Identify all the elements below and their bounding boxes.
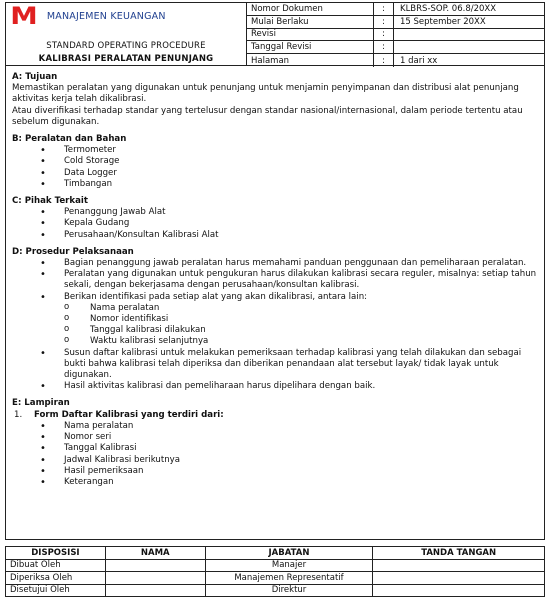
meta-row-mulai-berlaku bbox=[247, 16, 544, 29]
list-item: • Berikan identifikasi pada setiap alat yang akan dikalibrasi, antara lain: bbox=[40, 292, 538, 303]
signature-cell bbox=[373, 559, 545, 572]
meta-colon: : bbox=[374, 41, 394, 53]
meta-row-revisi bbox=[247, 29, 544, 42]
table-row bbox=[6, 559, 545, 572]
equipment-list bbox=[12, 145, 538, 190]
meta-colon: : bbox=[374, 3, 394, 15]
document-body bbox=[5, 66, 545, 540]
section-e-heading bbox=[12, 398, 538, 409]
disposition-table bbox=[5, 546, 545, 597]
column-header: JABATAN bbox=[205, 547, 373, 560]
attachment-title: Form Daftar Kalibrasi yang terdiri dari: bbox=[34, 409, 224, 420]
meta-label: Nomor Dokumen bbox=[247, 3, 374, 15]
position-cell: Manajer bbox=[205, 559, 373, 572]
table-header-row bbox=[6, 547, 545, 560]
document-header bbox=[5, 2, 545, 66]
list-item: • Peralatan yang digunakan untuk pengukuran harus dilakukan kalibrasi secara reguler, misalnya: setiap tahun sekali, dengan bekerjasama dengan perusahaan/konsultan kalibrasi. bbox=[40, 269, 538, 291]
name-cell bbox=[105, 584, 205, 597]
signature-cell bbox=[373, 572, 545, 585]
list-item: • Perusahaan/Konsultan Kalibrasi Alat bbox=[40, 230, 538, 241]
meta-row-nomor-dokumen bbox=[247, 3, 544, 16]
list-item: • Nomor seri bbox=[40, 432, 538, 443]
list-item: • Bagian penanggung jawab peralatan harus memahami panduan penggunaan dan pemeliharaan peralatan. bbox=[40, 258, 538, 269]
item-number: 1. bbox=[14, 409, 23, 420]
meta-label: Mulai Berlaku bbox=[247, 16, 374, 28]
column-header: NAMA bbox=[105, 547, 205, 560]
list-item: • Susun daftar kalibrasi untuk melakukan pemeriksaan terhadap kalibrasi yang telah dilakukan dan sebagai bukti bahwa kalibrasi telah diperiksa dan diberikan penandaan alat tersebut layak/ tidak layak untuk digunakan. bbox=[40, 348, 538, 382]
attachment-list bbox=[12, 421, 538, 488]
meta-value: KLBRS-SOP. 06.8/20XX bbox=[400, 3, 497, 14]
column-header: DISPOSISI bbox=[6, 547, 106, 560]
list-item: • Nama peralatan bbox=[40, 421, 538, 432]
section-c-heading bbox=[12, 196, 538, 207]
sop-title: STANDARD OPERATING PROCEDURE bbox=[46, 41, 206, 51]
list-item: • Keterangan bbox=[40, 477, 538, 488]
list-item: • Jadwal Kalibrasi berikutnya bbox=[40, 455, 538, 466]
position-cell: Manajemen Representatif bbox=[205, 572, 373, 585]
section-a-paragraph: Memastikan peralatan yang digunakan untuk penunjang untuk menjamin penyimpanan dan distribusi alat penunjang aktivitas kerja telah dikalibrasi. bbox=[12, 83, 519, 105]
section-a-heading bbox=[12, 72, 538, 83]
list-item: • Tanggal Kalibrasi bbox=[40, 443, 538, 454]
sub-list-item: o Tanggal kalibrasi dilakukan bbox=[64, 325, 538, 336]
sop-document bbox=[5, 2, 545, 597]
meta-value: 1 dari xx bbox=[400, 55, 438, 66]
attachment-numbered-item bbox=[12, 410, 538, 421]
list-item: • Timbangan bbox=[40, 179, 538, 190]
procedure-list bbox=[12, 258, 538, 303]
list-item: • Hasil pemeriksaan bbox=[40, 466, 538, 477]
disposition-cell: Disetujui Oleh bbox=[6, 584, 106, 597]
name-cell bbox=[105, 572, 205, 585]
logo-row bbox=[6, 3, 246, 29]
section-a-paragraph: Atau diverifikasi terhadap standar yang tertelusur dengan standar nasional/internasional, dalam periode tertentu atau sebelum digunakan. bbox=[12, 105, 523, 127]
list-item: • Termometer bbox=[40, 145, 538, 156]
section-heading-text: D: Prosedur Pelaksanaan bbox=[12, 246, 134, 257]
procedure-list-continued bbox=[12, 348, 538, 393]
company-logo: M bbox=[10, 2, 37, 30]
column-header: TANDA TANGAN bbox=[373, 547, 545, 560]
list-item: • Kepala Gudang bbox=[40, 218, 538, 229]
position-cell: Direktur bbox=[205, 584, 373, 597]
disposition-cell: Diperiksa Oleh bbox=[6, 572, 106, 585]
header-title-block bbox=[6, 3, 247, 65]
section-d-heading bbox=[12, 247, 538, 258]
signature-cell bbox=[373, 584, 545, 597]
meta-row-halaman bbox=[247, 54, 544, 67]
company-name: MANAJEMEN KEUANGAN bbox=[46, 10, 166, 22]
section-heading-text: B: Peralatan dan Bahan bbox=[12, 134, 127, 145]
meta-row-tanggal-revisi bbox=[247, 41, 544, 54]
meta-value bbox=[394, 29, 544, 41]
document-meta-table bbox=[247, 3, 544, 65]
meta-label: Halaman bbox=[247, 54, 374, 67]
section-b-heading bbox=[12, 134, 538, 145]
meta-value bbox=[394, 41, 544, 53]
meta-colon: : bbox=[374, 16, 394, 28]
sub-list-item: o Nomor identifikasi bbox=[64, 314, 538, 325]
meta-label: Tanggal Revisi bbox=[247, 41, 374, 53]
section-heading-text: A: Tujuan bbox=[12, 72, 58, 82]
sub-list-item: o Waktu kalibrasi selanjutnya bbox=[64, 336, 538, 347]
section-heading-text: E: Lampiran bbox=[12, 398, 70, 409]
list-item: • Cold Storage bbox=[40, 156, 538, 167]
sub-list-item: o Nama peralatan bbox=[64, 303, 538, 314]
disposition-cell: Dibuat Oleh bbox=[6, 559, 106, 572]
meta-colon: : bbox=[374, 29, 394, 41]
meta-colon: : bbox=[374, 54, 394, 67]
section-heading-text: C: Pihak Terkait bbox=[12, 196, 88, 207]
meta-label: Revisi bbox=[247, 29, 374, 41]
sop-subtitle: KALIBRASI PERALATAN PENUNJANG bbox=[38, 54, 214, 64]
related-parties-list bbox=[12, 207, 538, 241]
list-item: • Hasil aktivitas kalibrasi dan pemeliharaan harus dipelihara dengan baik. bbox=[40, 381, 538, 392]
table-row bbox=[6, 572, 545, 585]
identification-sublist bbox=[12, 303, 538, 348]
list-item: • Data Logger bbox=[40, 168, 538, 179]
list-item: • Penanggung Jawab Alat bbox=[40, 207, 538, 218]
name-cell bbox=[105, 559, 205, 572]
table-row bbox=[6, 584, 545, 597]
meta-value: 15 September 20XX bbox=[400, 16, 486, 27]
